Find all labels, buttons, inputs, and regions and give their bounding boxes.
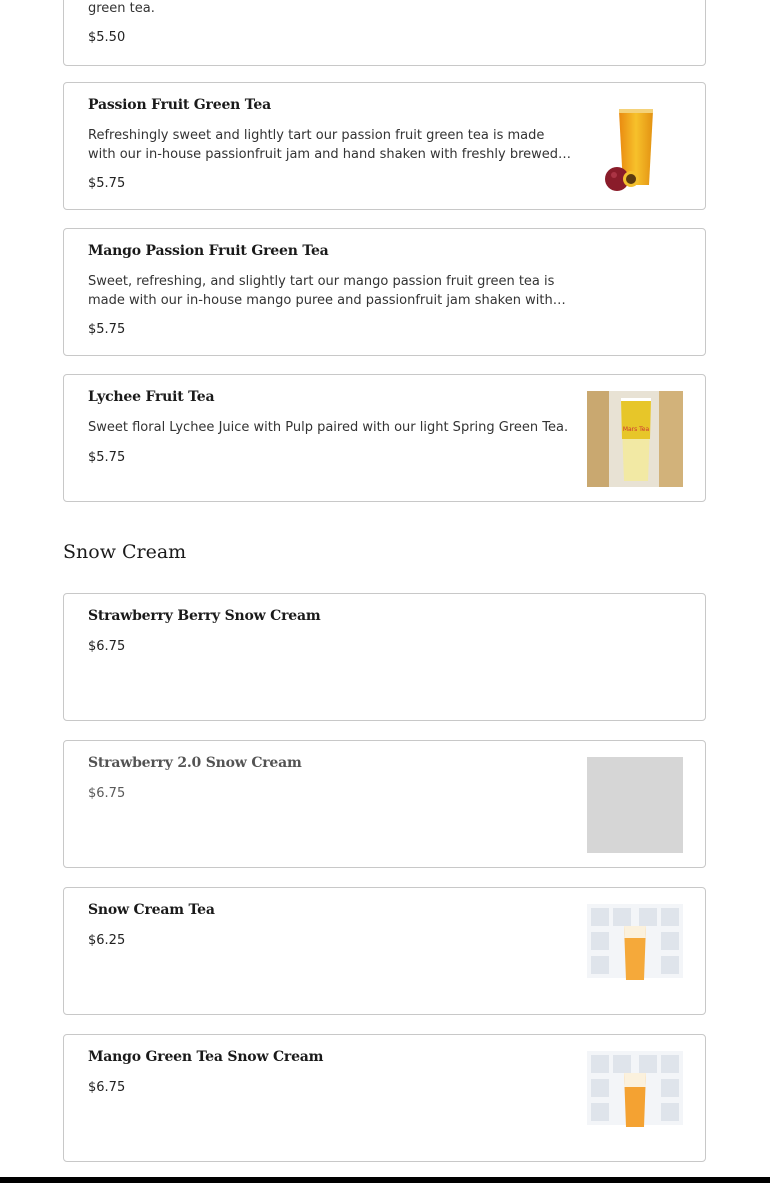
item-price: $6.25: [88, 933, 126, 948]
item-name: Mango Passion Fruit Green Tea: [88, 243, 329, 259]
item-photo: [587, 391, 683, 487]
item-photo: [587, 1051, 683, 1147]
item-name: Mango Green Tea Snow Cream: [88, 1049, 324, 1065]
item-description: green tea.: [88, 1, 155, 16]
item-photo: [587, 99, 683, 195]
item-description: Refreshingly sweet and lightly tart our passion fruit green tea is made with our in-house passionfruit jam and hand shaken with freshly brewed: [88, 128, 559, 162]
item-name: Snow Cream Tea: [88, 902, 215, 918]
menu-item-card[interactable]: [63, 1034, 706, 1162]
menu-item-card[interactable]: [63, 740, 706, 868]
menu-item-card[interactable]: [63, 593, 706, 721]
cup-label: Mars Tea: [622, 426, 650, 433]
item-price: $5.75: [88, 322, 126, 337]
menu-item-card[interactable]: [63, 228, 706, 356]
item-price: $5.75: [88, 450, 126, 465]
menu-item-card[interactable]: [63, 82, 706, 210]
item-price: $5.50: [88, 30, 126, 45]
item-price: $6.75: [88, 786, 126, 801]
item-name: Strawberry 2.0 Snow Cream: [88, 755, 302, 771]
menu-item-card[interactable]: [63, 374, 706, 502]
item-name: Strawberry Berry Snow Cream: [88, 608, 321, 624]
item-description: Sweet floral Lychee Juice with Pulp paired with our light Spring Green Tea.: [88, 420, 569, 435]
section-heading: Snow Cream: [63, 541, 187, 563]
item-price: $5.75: [88, 176, 126, 191]
item-price: $6.75: [88, 1080, 126, 1095]
item-name: Lychee Fruit Tea: [88, 389, 215, 405]
item-name: Passion Fruit Green Tea: [88, 97, 271, 113]
menu-item-card[interactable]: [63, 887, 706, 1015]
item-description: Sweet, refreshing, and slightly tart our mango passion fruit green tea is made with our in-house mango puree and passionfruit jam shaken with: [88, 274, 555, 308]
item-photo: [587, 904, 683, 1000]
image-placeholder: [587, 757, 683, 853]
menu-item-card[interactable]: [63, 0, 706, 66]
bottom-bar: [0, 1177, 770, 1183]
item-price: $6.75: [88, 639, 126, 654]
